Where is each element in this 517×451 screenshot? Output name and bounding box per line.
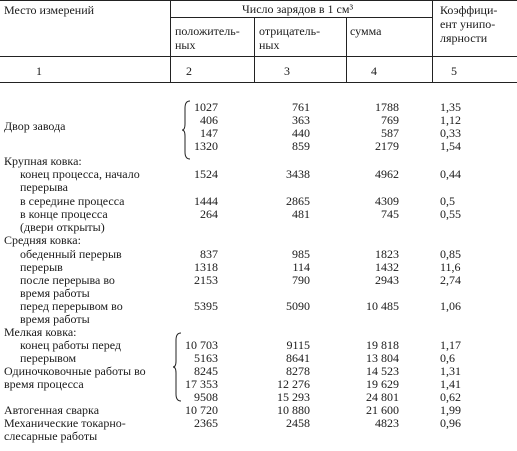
label-heavy-middle: в середине процесса	[20, 194, 125, 208]
cell-pos: 147	[200, 126, 218, 140]
label-medium-break: перерыв	[20, 260, 63, 274]
cell-pos: 1524	[194, 167, 218, 181]
colnum-2: 2	[186, 64, 192, 78]
cell-neg: 8641	[286, 351, 310, 365]
cell-pos: 8245	[194, 364, 218, 378]
label-small-end-1: конец работы перед	[20, 338, 121, 352]
colnum-1: 1	[36, 64, 42, 78]
cell-sum: 2943	[375, 273, 399, 287]
cell-sum: 21 600	[366, 403, 399, 417]
label-medium-after-2: время работы	[20, 286, 90, 300]
label-machining-1: Механические токарно-	[4, 416, 126, 430]
cell-sum: 24 801	[366, 390, 399, 404]
cell-sum: 13 804	[366, 351, 399, 365]
cell-pos: 9508	[194, 390, 218, 404]
cell-neg: 12 276	[277, 377, 310, 391]
cell-pos: 10 720	[185, 403, 218, 417]
label-welding: Автогенная сварка	[4, 403, 100, 417]
cell-pos: 2153	[194, 273, 218, 287]
cell-pos: 1318	[194, 260, 218, 274]
label-heavy-end: в конце процесса	[20, 207, 108, 221]
group-title-rule	[170, 17, 432, 18]
cell-neg: 363	[292, 113, 310, 127]
cell-neg: 2458	[286, 416, 310, 430]
cell-neg: 985	[292, 247, 310, 261]
label-heavy-doors: (двери открыты)	[20, 220, 105, 234]
cell-coefficient: 1,12	[440, 113, 461, 127]
cell-neg: 2865	[286, 194, 310, 208]
label-medium-before-2: время работы	[20, 312, 90, 326]
label-medium-lunch: обеденный перерыв	[20, 247, 122, 261]
header-positive-2: ных	[175, 38, 196, 52]
header-place: Место измерений	[4, 3, 95, 17]
cell-sum: 1432	[375, 260, 399, 274]
header-negative-1: отрицатель-	[259, 24, 321, 38]
cell-coefficient: 0,85	[440, 247, 461, 261]
label-medium-forging: Средняя ковка:	[4, 233, 81, 247]
header-positive-1: положитель-	[175, 24, 240, 38]
cell-sum: 1788	[375, 100, 399, 114]
colnum-4: 4	[371, 64, 377, 78]
cell-pos: 837	[200, 247, 218, 261]
cell-neg: 9115	[286, 338, 310, 352]
cell-sum: 4962	[375, 167, 399, 181]
header-group-title: Число зарядов в 1 см³	[242, 2, 354, 16]
cell-pos: 10 703	[185, 338, 218, 352]
label-small-end-2: перерывом	[20, 351, 77, 365]
cell-sum: 14 523	[366, 364, 399, 378]
label-medium-after-1: после перерыва во	[20, 273, 115, 287]
cell-pos: 2365	[194, 416, 218, 430]
cell-coefficient: 2,74	[440, 273, 461, 287]
col-divider-3	[346, 17, 347, 82]
cell-neg: 10 880	[277, 403, 310, 417]
cell-coefficient: 1,99	[440, 403, 461, 417]
cell-neg: 859	[292, 139, 310, 153]
cell-coefficient: 0,62	[440, 390, 461, 404]
cell-sum: 745	[381, 207, 399, 221]
label-heavy-end-start: конец процесса, начало	[20, 167, 140, 181]
cell-coefficient: 0,44	[440, 167, 461, 181]
cell-coefficient: 0,5	[440, 194, 455, 208]
header-sum: сумма	[350, 24, 382, 38]
cell-pos: 1444	[194, 194, 218, 208]
cell-sum: 4309	[375, 194, 399, 208]
cell-coefficient: 11,6	[440, 260, 461, 274]
cell-sum: 19 629	[366, 377, 399, 391]
cell-neg: 3438	[286, 167, 310, 181]
cell-neg: 8278	[286, 364, 310, 378]
label-yard: Двор завода	[4, 119, 66, 133]
header-coef-2: ент унипо-	[440, 17, 496, 31]
label-heavy-break: перерыва	[20, 180, 68, 194]
cell-sum: 1823	[375, 247, 399, 261]
cell-pos: 1027	[194, 100, 218, 114]
cell-pos: 17 353	[185, 377, 218, 391]
cell-coefficient: 0,96	[440, 416, 461, 430]
colnum-3: 3	[284, 64, 290, 78]
cell-neg: 15 293	[277, 390, 310, 404]
label-machining-2: слесарные работы	[4, 429, 98, 443]
cell-neg: 761	[292, 100, 310, 114]
cell-coefficient: 1,31	[440, 364, 461, 378]
col-divider-4	[432, 0, 433, 82]
cell-coefficient: 0,33	[440, 126, 461, 140]
colnum-5: 5	[451, 64, 457, 78]
cell-neg: 114	[292, 260, 310, 274]
cell-coefficient: 0,55	[440, 207, 461, 221]
cell-neg: 440	[292, 126, 310, 140]
header-coef-3: лярности	[440, 31, 488, 45]
cell-pos: 264	[200, 207, 218, 221]
header-bottom-rule	[0, 56, 517, 57]
cell-sum: 10 485	[366, 299, 399, 313]
yard-brace	[181, 100, 191, 160]
cell-pos: 406	[200, 113, 218, 127]
cell-coefficient: 1,35	[440, 100, 461, 114]
label-heavy-forging: Крупная ковка:	[4, 154, 82, 168]
cell-pos: 5163	[194, 351, 218, 365]
cell-coefficient: 1,54	[440, 139, 461, 153]
cell-neg: 5090	[286, 299, 310, 313]
cell-neg: 790	[292, 273, 310, 287]
cell-coefficient: 1,41	[440, 377, 461, 391]
small-forging-brace	[172, 332, 182, 402]
cell-coefficient: 1,17	[440, 338, 461, 352]
label-medium-before-1: перед перерывом во	[20, 299, 123, 313]
cell-sum: 19 818	[366, 338, 399, 352]
cell-sum: 769	[381, 113, 399, 127]
colnum-bottom-rule	[0, 82, 517, 83]
cell-coefficient: 0,6	[440, 351, 455, 365]
label-small-forging: Мелкая ковка:	[4, 325, 77, 339]
header-coef-1: Коэффици-	[440, 3, 498, 17]
cell-coefficient: 1,06	[440, 299, 461, 313]
cell-pos: 5395	[194, 299, 218, 313]
cell-neg: 481	[292, 207, 310, 221]
cell-sum: 2179	[375, 139, 399, 153]
cell-sum: 4823	[375, 416, 399, 430]
cell-pos: 1320	[194, 139, 218, 153]
table-top-rule	[0, 0, 517, 1]
col-divider-1	[170, 0, 171, 82]
header-negative-2: ных	[259, 38, 280, 52]
cell-sum: 587	[381, 126, 399, 140]
col-divider-2	[254, 17, 255, 82]
label-single-2: время процесса	[4, 377, 84, 391]
label-single-1: Одиночковочные работы во	[4, 364, 146, 378]
